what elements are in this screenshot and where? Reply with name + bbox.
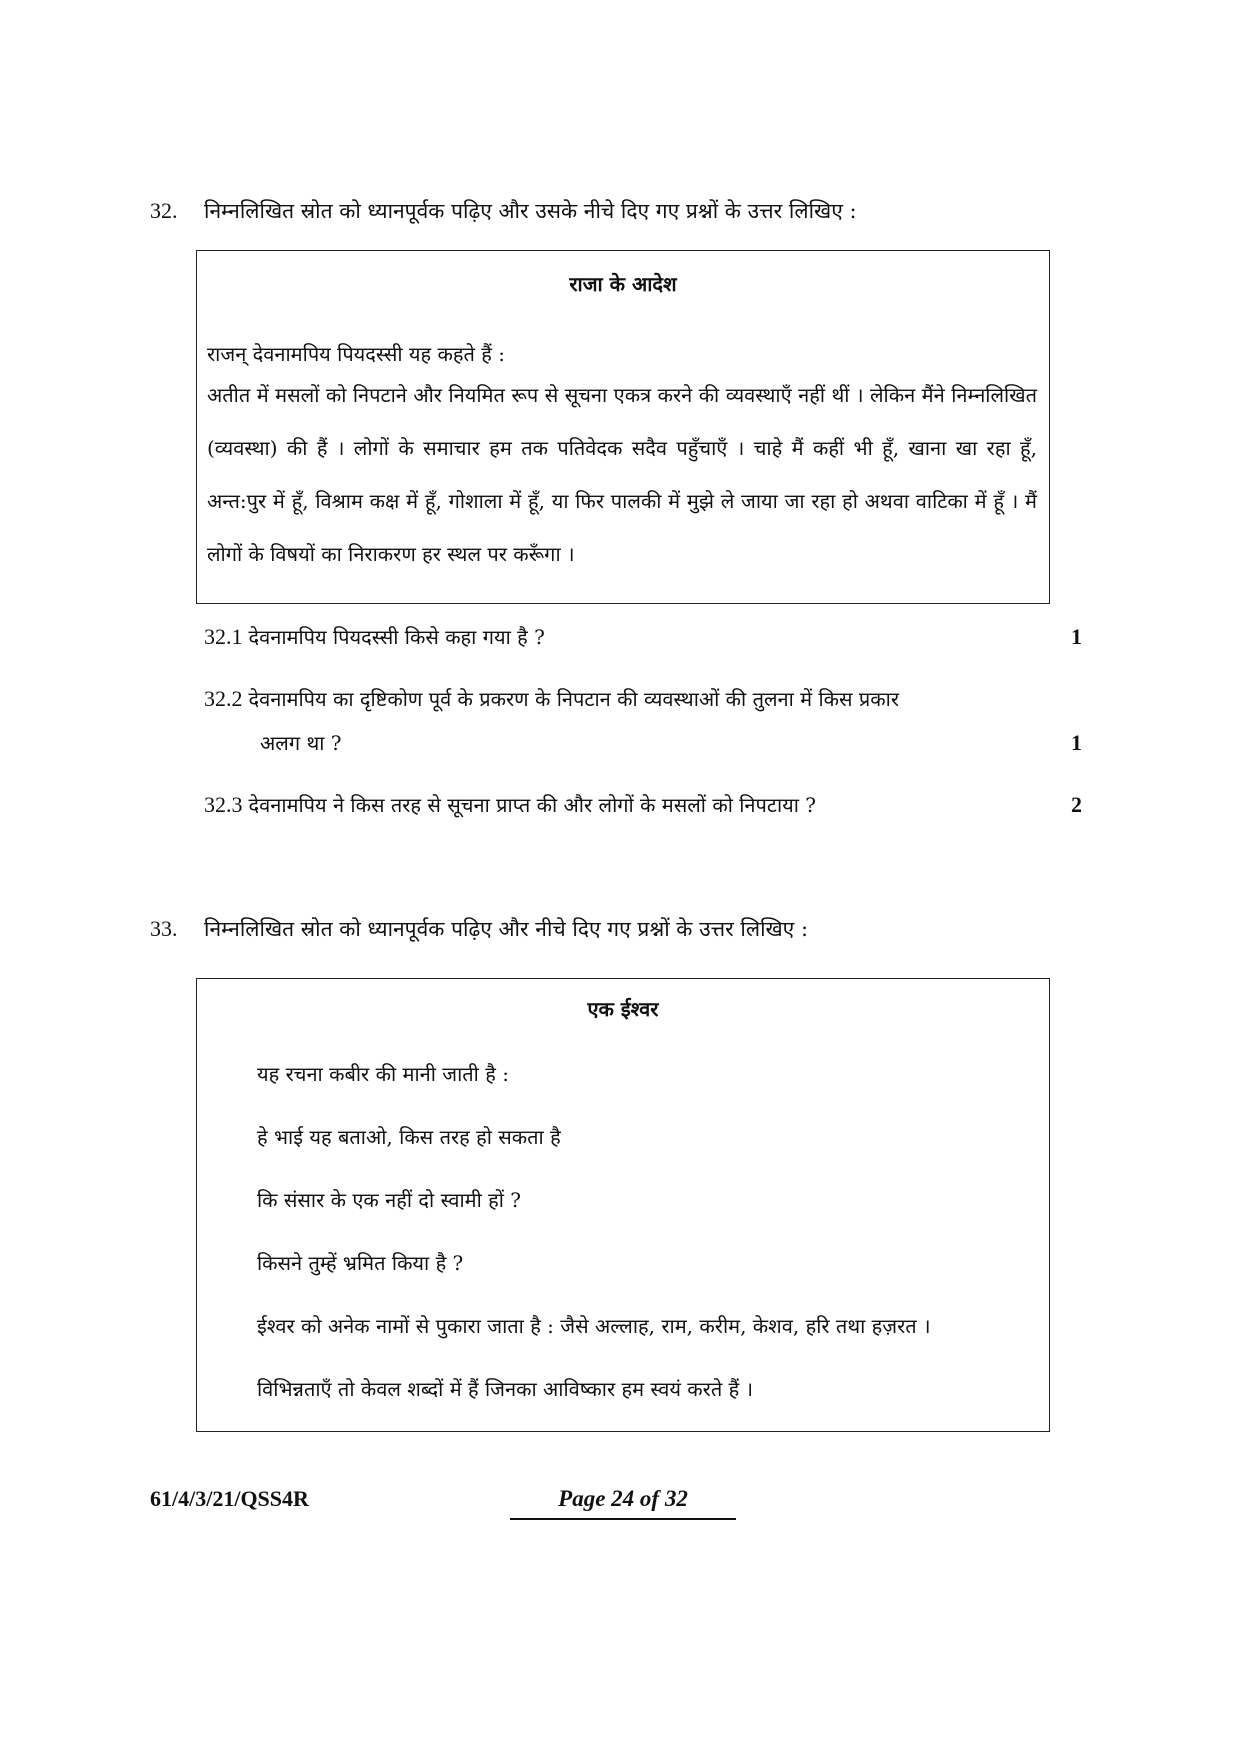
sub-question-text: देवनामपिय ने किस तरह से सूचना प्राप्त की और लोगों के मसलों को निपटाया ? — [248, 793, 817, 817]
poem-line: यह रचना कबीर की मानी जाती है : — [257, 1062, 509, 1086]
poem-line: विभिन्नताएँ तो केवल शब्दों में हैं जिनका आविष्कार हम स्वयं करते हैं । — [257, 1377, 754, 1401]
source-intro: राजन् देवनामपिय पियदस्सी यह कहते हैं : — [207, 342, 505, 366]
sub-question-number: 32.1 — [204, 624, 243, 649]
sub-question-32-2-continuation: अलग था ? — [260, 731, 342, 755]
paper-code: 61/4/3/21/QSS4R — [150, 1486, 309, 1511]
sub-question-number: 32.2 — [204, 686, 243, 711]
sub-question-32-3 — [204, 790, 1044, 820]
source-box-raja-ke-aadesh — [196, 250, 1050, 604]
page-number-underline — [510, 1518, 736, 1520]
poem-line: ईश्वर को अनेक नामों से पुकारा जाता है : जैसे अल्लाह, राम, करीम, केशव, हरि तथा हज़रत । — [257, 1314, 931, 1338]
sub-question-32-1 — [204, 622, 1044, 652]
sub-question-32-2 — [204, 684, 1044, 714]
question-number: 32. — [150, 198, 178, 223]
question-instruction: निम्नलिखित स्रोत को ध्यानपूर्वक पढ़िए और नीचे दिए गए प्रश्नों के उत्तर लिखिए : — [204, 917, 809, 941]
page-number: Page 24 of 32 — [558, 1486, 688, 1511]
question-number: 33. — [150, 916, 178, 941]
marks-32-2: 1 — [1071, 730, 1082, 755]
sub-question-number: 32.3 — [204, 792, 243, 817]
marks-32-3: 2 — [1071, 792, 1082, 817]
source-title: राजा के आदेश — [569, 272, 677, 296]
question-32-heading — [150, 196, 857, 226]
poem-line: कि संसार के एक नहीं दो स्वामी हों ? — [257, 1188, 522, 1212]
source-paragraph: अतीत में मसलों को निपटाने और नियमित रूप से सूचना एकत्र करने की व्यवस्थाएँ नहीं थीं । लेकिन मैंने निम्नलिखित (व्यवस्था) की हैं । लोगों के समाचार हम तक पतिवेदक सदैव पहुँचाएँ । चाहे मैं कहीं भी हूँ, खाना खा रहा हूँ, अन्त:पुर में हूँ, विश्राम कक्ष में हूँ, गोशाला में हूँ, या फिर पालकी में मुझे ले जाया जा रहा हो अथवा वाटिका में हूँ । मैं लोगों के विषयों का निराकरण हर स्थल पर करूँगा । — [207, 383, 1037, 566]
source-box-ek-ishwar — [196, 978, 1050, 1432]
marks-32-1: 1 — [1071, 624, 1082, 649]
poem-line: हे भाई यह बताओ, किस तरह हो सकता है — [257, 1125, 561, 1149]
sub-question-text: देवनामपिय का दृष्टिकोण पूर्व के प्रकरण के निपटान की व्यवस्थाओं की तुलना में किस प्रकार — [248, 687, 900, 711]
sub-question-text: देवनामपिय पियदस्सी किसे कहा गया है ? — [248, 625, 545, 649]
poem-line: किसने तुम्हें भ्रमित किया है ? — [257, 1251, 464, 1275]
source-title: एक ईश्वर — [587, 997, 659, 1021]
question-33-heading — [150, 914, 808, 944]
question-instruction: निम्नलिखित स्रोत को ध्यानपूर्वक पढ़िए और उसके नीचे दिए गए प्रश्नों के उत्तर लिखिए : — [204, 199, 857, 223]
